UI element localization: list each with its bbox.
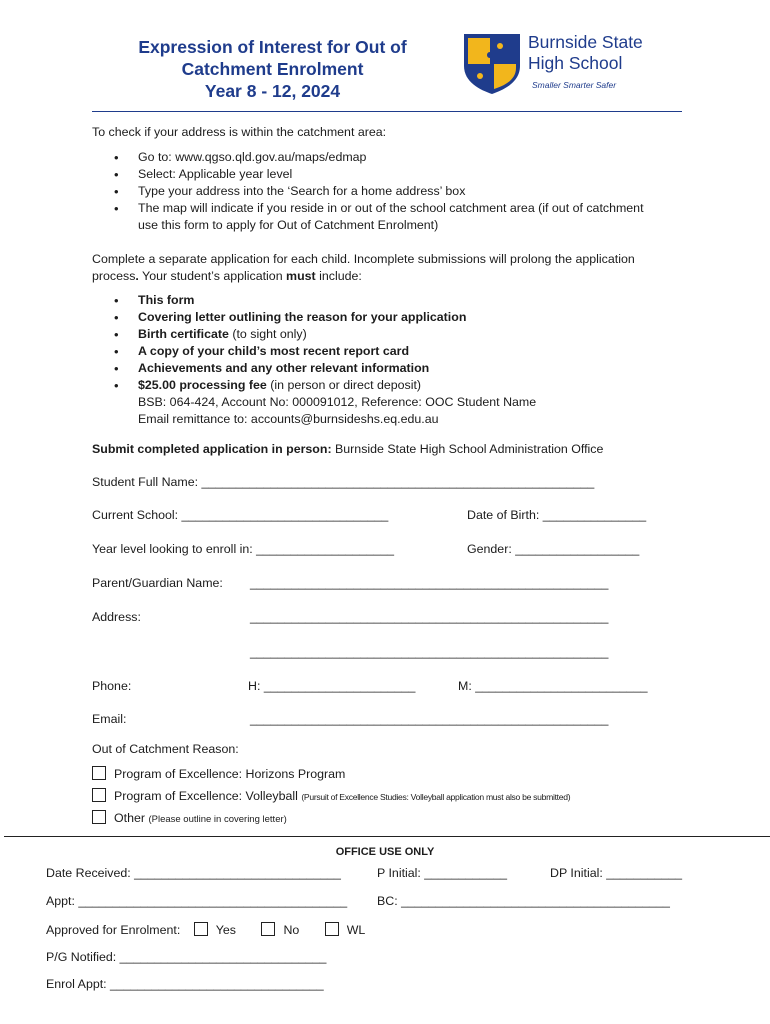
puzzle-shield-icon — [460, 30, 524, 96]
intro-section — [92, 124, 687, 234]
office-heading: OFFICE USE ONLY — [335, 846, 435, 858]
req-bold: Covering letter outlining the reason for your application — [138, 310, 467, 324]
phone-mobile-field[interactable]: M: _________________________ — [458, 679, 648, 693]
reason-option-volleyball[interactable] — [92, 788, 570, 803]
remittance-email: Email remittance to: accounts@burnsideshs.eq.edu.au — [138, 412, 439, 426]
office-divider — [4, 836, 770, 837]
reason-option-horizons[interactable] — [92, 766, 345, 781]
school-logo — [460, 30, 690, 100]
list-item — [92, 360, 687, 377]
reason-option-other[interactable] — [92, 810, 287, 825]
gender-field[interactable]: Gender: __________________ — [467, 542, 640, 556]
req-rest: (in person or direct deposit) — [266, 378, 422, 392]
page-title — [90, 36, 455, 102]
option-label: Program of Excellence: Volleyball — [114, 789, 298, 803]
title-line-3: Year 8 - 12, 2024 — [204, 81, 341, 101]
step-text: The map will indicate if you reside in or out of the school catchment area (if out of catchment — [138, 201, 644, 215]
step-continuation: use this form to apply for Out of Catchment Enrolment) — [138, 218, 439, 232]
req-text: Your student’s application — [138, 269, 287, 283]
intro-lead: To check if your address is within the catchment area: — [92, 125, 387, 139]
reason-label: Out of Catchment Reason: — [92, 742, 239, 756]
list-item — [92, 377, 687, 428]
p-initial-field[interactable]: P Initial: ____________ — [377, 866, 507, 880]
option-label: WL — [346, 923, 366, 937]
school-tagline: Smaller Smarter Safer — [532, 80, 617, 90]
requirements-list — [92, 292, 687, 428]
guardian-label: Parent/Guardian Name: — [92, 576, 223, 590]
requirements-section — [92, 251, 687, 428]
appt-field[interactable]: Appt: _______________________________________ — [46, 894, 348, 908]
address-field-1[interactable]: ____________________________________________________ — [250, 610, 609, 624]
req-dot: . — [135, 269, 139, 283]
year-level-field[interactable]: Year level looking to enroll in: ____________________ — [92, 542, 394, 556]
req-must: must — [286, 269, 316, 283]
req-bold: This form — [138, 293, 195, 307]
guardian-field[interactable]: ____________________________________________________ — [250, 576, 609, 590]
submit-bold: Submit completed application in person: — [92, 442, 332, 456]
req-bold: Birth certificate — [138, 327, 229, 341]
phone-home-field[interactable]: H: ______________________ — [248, 679, 416, 693]
title-line-1: Expression of Interest for Out of — [138, 37, 407, 57]
option-label: Program of Excellence: Horizons Program — [114, 767, 346, 781]
req-bold: Achievements and any other relevant information — [138, 361, 430, 375]
submit-rest: Burnside State High School Administration Office — [331, 442, 604, 456]
school-name-line-1: Burnside State — [528, 32, 643, 52]
checkbox[interactable] — [261, 922, 275, 936]
requirements-line-2 — [92, 268, 687, 285]
date-received-field[interactable]: Date Received: ______________________________ — [46, 866, 341, 880]
approved-wl[interactable] — [325, 923, 366, 937]
approved-no[interactable] — [261, 923, 299, 937]
title-line-2: Catchment Enrolment — [181, 59, 364, 79]
option-label: Other — [114, 811, 145, 825]
bc-field[interactable]: BC: _______________________________________ — [377, 894, 670, 908]
checkbox[interactable] — [92, 788, 106, 802]
address-field-2[interactable]: ____________________________________________________ — [250, 645, 609, 659]
list-item — [92, 326, 687, 343]
intro-steps — [92, 149, 687, 234]
enrol-appt-field[interactable]: Enrol Appt: _______________________________ — [46, 977, 324, 991]
list-item: • Type your address into the ‘Search for a home address’ box — [92, 183, 687, 200]
pg-notified-field[interactable]: P/G Notified: ______________________________ — [46, 950, 327, 964]
req-text: process — [92, 269, 136, 283]
checkbox[interactable] — [325, 922, 339, 936]
option-note: (Pursuit of Excellence Studies: Volleyball application must also be submitted) — [301, 792, 571, 802]
req-bold: $25.00 processing fee — [138, 378, 267, 392]
req-text: include: — [315, 269, 362, 283]
req-bold: A copy of your child’s most recent report card — [138, 344, 410, 358]
dp-initial-field[interactable]: DP Initial: ___________ — [550, 866, 683, 880]
school-name-line-2: High School — [528, 53, 623, 73]
list-item — [92, 292, 687, 309]
list-item — [92, 343, 687, 360]
student-name-field[interactable]: Student Full Name: _________________________________________________________ — [92, 475, 595, 489]
req-rest: (to sight only) — [228, 327, 307, 341]
approved-row — [46, 922, 365, 937]
option-label: No — [283, 923, 300, 937]
requirements-line-1: Complete a separate application for each child. Incomplete submissions will prolong the application — [92, 252, 635, 266]
submit-instructions — [92, 442, 603, 456]
checkbox[interactable] — [92, 766, 106, 780]
approved-label: Approved for Enrolment: — [46, 923, 181, 937]
checkbox[interactable] — [92, 810, 106, 824]
school-name — [528, 32, 643, 74]
bank-details: BSB: 064-424, Account No: 000091012, Reference: OOC Student Name — [138, 395, 537, 409]
email-label: Email: — [92, 712, 127, 726]
list-item: • Select: Applicable year level — [92, 166, 687, 183]
email-field[interactable]: ____________________________________________________ — [250, 712, 609, 726]
header-divider — [92, 111, 682, 112]
current-school-field[interactable]: Current School: ______________________________ — [92, 508, 389, 522]
phone-label: Phone: — [92, 679, 132, 693]
dob-field[interactable]: Date of Birth: _______________ — [467, 508, 647, 522]
list-item: • Go to: www.qgso.qld.gov.au/maps/edmap — [92, 149, 687, 166]
option-note: (Please outline in covering letter) — [148, 814, 287, 825]
checkbox[interactable] — [194, 922, 208, 936]
list-item — [92, 200, 687, 234]
address-label: Address: — [92, 610, 141, 624]
approved-yes[interactable] — [194, 923, 236, 937]
list-item — [92, 309, 687, 326]
option-label: Yes — [215, 923, 236, 937]
